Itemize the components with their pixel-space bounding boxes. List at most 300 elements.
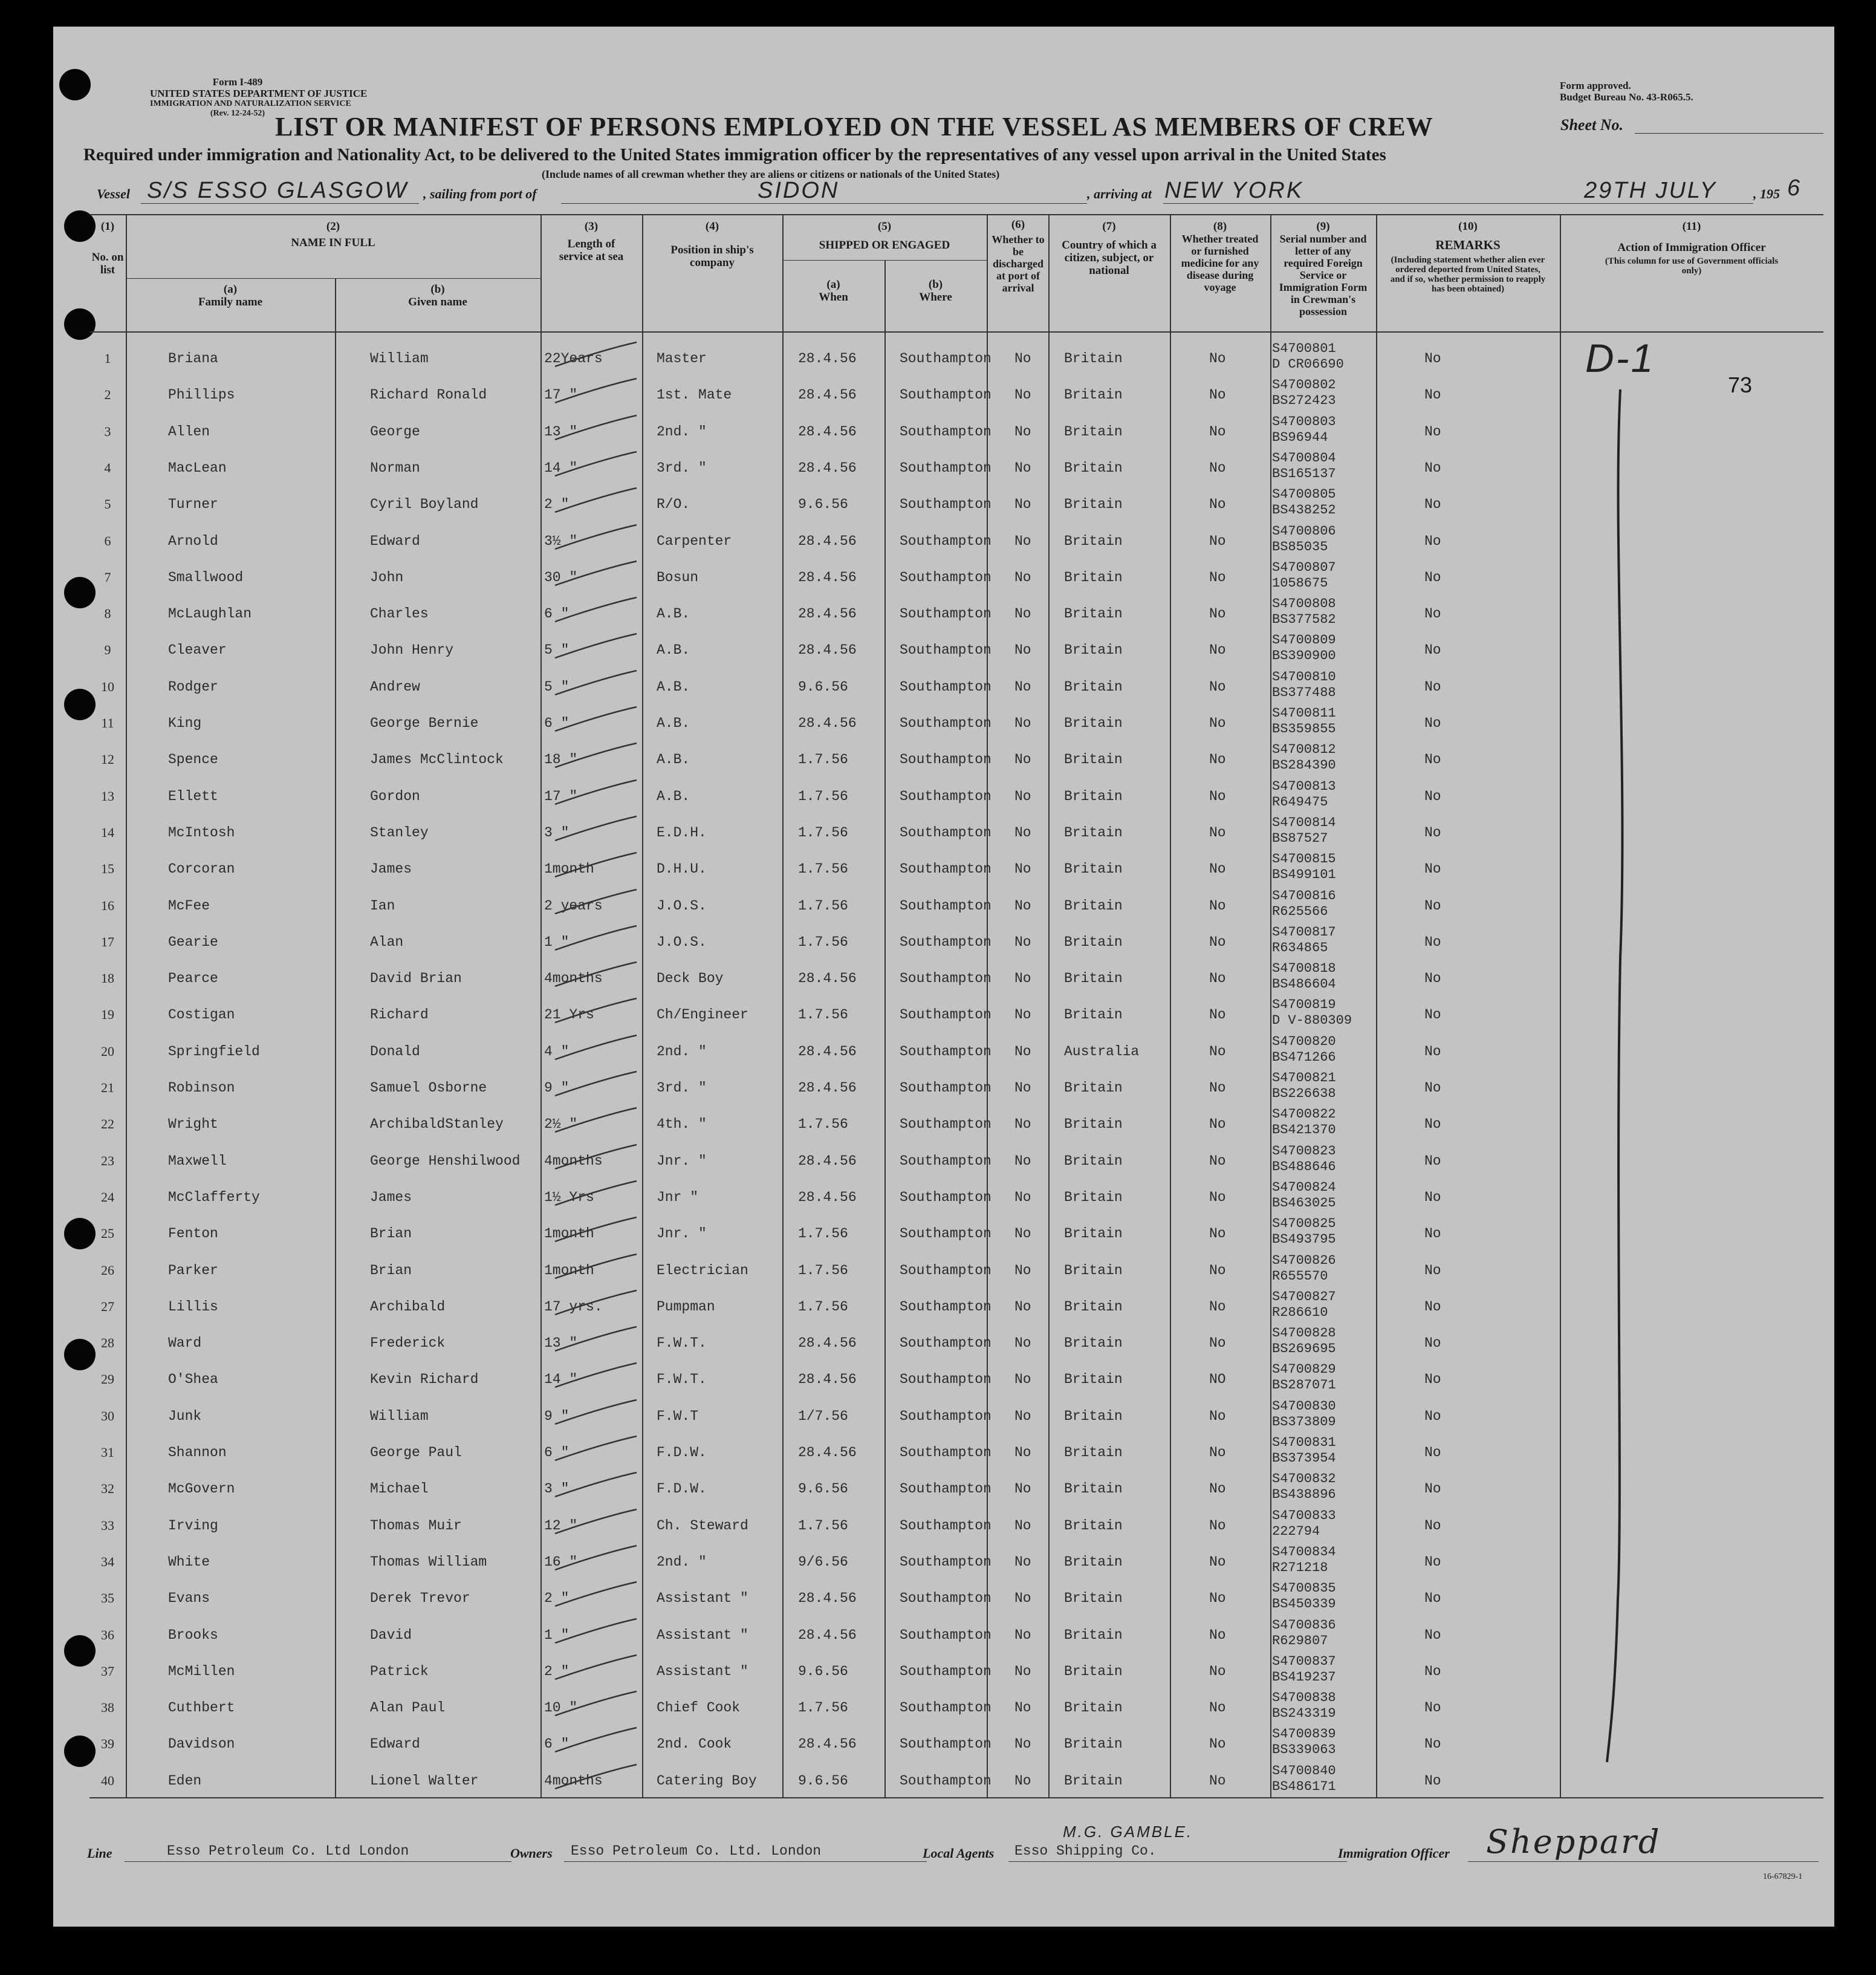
- cell-treated: No: [1209, 1263, 1226, 1278]
- cell-number: 39: [101, 1736, 114, 1751]
- cell-discharged: No: [1014, 1590, 1031, 1606]
- cell-position: Master: [657, 351, 707, 366]
- form-revision: (Rev. 12-24-52): [210, 109, 265, 118]
- cell-when: 9.6.56: [798, 1481, 848, 1497]
- approval-line: Form approved.: [1560, 80, 1631, 91]
- cell-given-name: Stanley: [370, 825, 429, 841]
- cell-country: Britain: [1064, 971, 1123, 986]
- cell-when: 9.6.56: [798, 496, 848, 512]
- cell-treated: No: [1209, 1700, 1226, 1716]
- cell-family-name: Cleaver: [168, 642, 227, 658]
- cell-position: J.O.S.: [657, 934, 707, 950]
- cell-service: 1½ Yrs: [544, 1189, 594, 1205]
- page-number: 73: [1728, 373, 1753, 397]
- vessel-label: Vessel: [97, 186, 130, 201]
- cell-treated: No: [1209, 679, 1226, 695]
- cell-serial: S4700806: [1272, 524, 1336, 539]
- cell-discharged: No: [1014, 606, 1031, 622]
- cell-country: Britain: [1064, 1263, 1123, 1278]
- cell-position: Ch/Engineer: [657, 1007, 748, 1023]
- header-col1: (1) No. on list: [89, 220, 126, 276]
- cell-treated: No: [1209, 424, 1226, 440]
- cell-serial-secondary: BS272423: [1272, 393, 1336, 408]
- cell-position: 3rd. ": [657, 1080, 707, 1096]
- cell-when: 1.7.56: [798, 934, 848, 950]
- cell-position: A.B.: [657, 606, 690, 622]
- cell-family-name: Cuthbert: [168, 1700, 235, 1716]
- cell-service: 3½ ": [544, 533, 578, 549]
- cell-serial: S4700802: [1272, 377, 1336, 392]
- cell-serial-secondary: BS87527: [1272, 831, 1328, 846]
- cell-service: 14 ": [544, 1371, 578, 1387]
- tick-mark: [549, 1324, 640, 1355]
- cell-service: 1 ": [544, 1627, 570, 1643]
- line-value: Esso Petroleum Co. Ltd London: [167, 1843, 409, 1859]
- tick-mark: [549, 923, 640, 954]
- cell-serial: S4700830: [1272, 1399, 1336, 1414]
- cell-given-name: Richard: [370, 1007, 429, 1023]
- cell-treated: No: [1209, 934, 1226, 950]
- cell-family-name: Lillis: [168, 1299, 218, 1315]
- cell-given-name: Richard Ronald: [370, 387, 487, 403]
- cell-treated: No: [1209, 1116, 1226, 1132]
- cell-serial-secondary: BS486171: [1272, 1779, 1336, 1794]
- cell-country: Britain: [1064, 606, 1123, 622]
- cell-treated: No: [1209, 971, 1226, 986]
- cell-given-name: Norman: [370, 460, 420, 476]
- cell-service: 21 Yrs: [544, 1007, 594, 1023]
- cell-position: F.D.W.: [657, 1481, 707, 1497]
- cell-given-name: George Bernie: [370, 715, 479, 731]
- cell-serial: S4700805: [1272, 487, 1336, 502]
- cell-remarks: No: [1424, 1627, 1441, 1643]
- cell-position: Deck Boy: [657, 971, 724, 986]
- cell-treated: No: [1209, 1736, 1226, 1752]
- cell-serial-secondary: R271218: [1272, 1560, 1328, 1575]
- cell-treated: No: [1209, 496, 1226, 512]
- cell-number: 38: [101, 1700, 114, 1715]
- officer-signature: Sheppard: [1486, 1823, 1661, 1861]
- cell-when: 28.4.56: [798, 1044, 857, 1059]
- cell-given-name: Frederick: [370, 1335, 446, 1351]
- cell-where: Southampton: [900, 861, 992, 877]
- cell-serial-secondary: BS493795: [1272, 1232, 1336, 1247]
- cell-family-name: Evans: [168, 1590, 210, 1606]
- cell-where: Southampton: [900, 1773, 992, 1789]
- cell-position: A.B.: [657, 752, 690, 767]
- cell-discharged: No: [1014, 1335, 1031, 1351]
- cell-family-name: Ward: [168, 1335, 202, 1351]
- cell-family-name: McClafferty: [168, 1189, 260, 1205]
- header-when: (a) When: [819, 278, 848, 304]
- cell-treated: No: [1209, 1554, 1226, 1570]
- cell-given-name: Michael: [370, 1481, 429, 1497]
- cell-serial-secondary: R286610: [1272, 1305, 1328, 1320]
- cell-treated: No: [1209, 1189, 1226, 1205]
- cell-treated: No: [1209, 898, 1226, 914]
- tick-mark: [549, 1361, 640, 1391]
- cell-serial: S4700820: [1272, 1034, 1336, 1049]
- cell-treated: No: [1209, 861, 1226, 877]
- cell-given-name: George: [370, 424, 420, 440]
- cell-where: Southampton: [900, 1736, 992, 1752]
- form-code: 16-67829-1: [1763, 1872, 1803, 1881]
- cell-position: Bosun: [657, 570, 699, 585]
- cell-service: 9 ": [544, 1408, 570, 1424]
- cell-number: 1: [104, 351, 111, 366]
- cell-number: 24: [101, 1189, 114, 1205]
- cell-where: Southampton: [900, 1189, 992, 1205]
- cell-serial-secondary: BS373809: [1272, 1414, 1336, 1430]
- tick-mark: [549, 1616, 640, 1647]
- cell-serial-secondary: BS486604: [1272, 977, 1336, 992]
- tick-mark: [549, 814, 640, 844]
- cell-where: Southampton: [900, 752, 992, 767]
- cell-service: 5 ": [544, 642, 570, 658]
- cell-position: Ch. Steward: [657, 1518, 748, 1534]
- cell-family-name: McMillen: [168, 1664, 235, 1679]
- cell-where: Southampton: [900, 679, 992, 695]
- cell-position: A.B.: [657, 789, 690, 804]
- cell-serial-secondary: BS438252: [1272, 503, 1336, 518]
- cell-serial-secondary: BS85035: [1272, 539, 1328, 555]
- cell-serial-secondary: BS243319: [1272, 1706, 1336, 1721]
- cell-number: 18: [101, 971, 114, 986]
- tick-mark: [549, 1179, 640, 1209]
- cell-family-name: McGovern: [168, 1481, 235, 1497]
- tick-mark: [549, 1653, 640, 1683]
- cell-remarks: No: [1424, 496, 1441, 512]
- cell-remarks: No: [1424, 1664, 1441, 1679]
- cell-given-name: Alan: [370, 934, 404, 950]
- cell-family-name: Fenton: [168, 1226, 218, 1241]
- cell-given-name: Andrew: [370, 679, 420, 695]
- cell-remarks: No: [1424, 1736, 1441, 1752]
- cell-when: 1.7.56: [798, 1116, 848, 1132]
- cell-number: 20: [101, 1044, 114, 1059]
- cell-when: 28.4.56: [798, 1153, 857, 1169]
- cell-position: 2nd. ": [657, 1554, 707, 1570]
- cell-when: 1.7.56: [798, 1263, 848, 1278]
- cell-when: 28.4.56: [798, 971, 857, 986]
- cell-number: 2: [104, 387, 111, 402]
- cell-country: Britain: [1064, 898, 1123, 914]
- cell-family-name: Robinson: [168, 1080, 235, 1096]
- cell-service: 2 ": [544, 1664, 570, 1679]
- cell-discharged: No: [1014, 351, 1031, 366]
- cell-serial-secondary: BS499101: [1272, 867, 1336, 882]
- cell-number: 29: [101, 1371, 114, 1387]
- cell-given-name: James: [370, 861, 412, 877]
- tick-mark: [549, 1397, 640, 1428]
- cell-given-name: Brian: [370, 1226, 412, 1241]
- cell-serial-secondary: BS421370: [1272, 1122, 1336, 1137]
- header-col3: (3) Length of service at sea: [540, 220, 642, 263]
- cell-serial: S4700823: [1272, 1144, 1336, 1159]
- cell-number: 30: [101, 1408, 114, 1423]
- cell-treated: No: [1209, 1664, 1226, 1679]
- cell-given-name: Samuel Osborne: [370, 1080, 487, 1096]
- cell-service: 17 ": [544, 387, 578, 403]
- cell-number: 3: [104, 424, 111, 439]
- cell-family-name: Briana: [168, 351, 218, 366]
- header-family-name: (a) Family name: [198, 283, 263, 308]
- cell-serial: S4700833: [1272, 1508, 1336, 1523]
- cell-remarks: No: [1424, 1773, 1441, 1789]
- cell-remarks: No: [1424, 1554, 1441, 1570]
- cell-discharged: No: [1014, 971, 1031, 986]
- cell-serial-secondary: BS339063: [1272, 1742, 1336, 1757]
- cell-number: 15: [101, 861, 114, 876]
- cell-family-name: White: [168, 1554, 210, 1570]
- cell-remarks: No: [1424, 351, 1441, 366]
- cell-country: Britain: [1064, 387, 1123, 403]
- header-col10: (10) REMARKS (Including statement whether alien ever ordered deported from United States, and if so, whether permission to reapply has been obtained): [1376, 220, 1560, 294]
- cell-serial: S4700829: [1272, 1362, 1336, 1377]
- cell-given-name: Kevin Richard: [370, 1371, 479, 1387]
- cell-given-name: Archibald: [370, 1299, 446, 1315]
- cell-discharged: No: [1014, 1445, 1031, 1460]
- cell-when: 28.4.56: [798, 1371, 857, 1387]
- cell-discharged: No: [1014, 825, 1031, 841]
- cell-where: Southampton: [900, 1080, 992, 1096]
- agent-handwritten: M.G. GAMBLE.: [1063, 1823, 1193, 1841]
- cell-serial: S4700803: [1272, 414, 1336, 429]
- cell-number: 7: [104, 570, 111, 585]
- cell-family-name: Turner: [168, 496, 218, 512]
- cell-position: E.D.H.: [657, 825, 707, 841]
- cell-where: Southampton: [900, 1335, 992, 1351]
- department: UNITED STATES DEPARTMENT OF JUSTICE: [150, 88, 368, 99]
- cell-remarks: No: [1424, 1153, 1441, 1169]
- cell-service: 5 ": [544, 679, 570, 695]
- cell-serial-secondary: R649475: [1272, 795, 1328, 810]
- cell-when: 9/6.56: [798, 1554, 848, 1570]
- cell-where: Southampton: [900, 1554, 992, 1570]
- cell-serial: S4700811: [1272, 706, 1336, 721]
- cell-given-name: Edward: [370, 533, 420, 549]
- tick-mark: [549, 778, 640, 808]
- tick-mark: [549, 1470, 640, 1500]
- arriving-label: , arriving at: [1087, 186, 1152, 201]
- cell-where: Southampton: [900, 1627, 992, 1643]
- cell-serial-secondary: BS165137: [1272, 466, 1336, 481]
- cell-when: 1/7.56: [798, 1408, 848, 1424]
- cell-service: 4months: [544, 1153, 603, 1169]
- cell-service: 17 ": [544, 789, 578, 804]
- cell-given-name: ArchibaldStanley: [370, 1116, 504, 1132]
- cell-where: Southampton: [900, 898, 992, 914]
- cell-country: Britain: [1064, 825, 1123, 841]
- cell-remarks: No: [1424, 1408, 1441, 1424]
- cell-where: Southampton: [900, 971, 992, 986]
- cell-discharged: No: [1014, 1116, 1031, 1132]
- cell-country: Britain: [1064, 789, 1123, 804]
- tick-mark: [549, 376, 640, 406]
- cell-discharged: No: [1014, 1080, 1031, 1096]
- cell-when: 1.7.56: [798, 861, 848, 877]
- cell-where: Southampton: [900, 1408, 992, 1424]
- cell-treated: No: [1209, 460, 1226, 476]
- cell-given-name: Charles: [370, 606, 429, 622]
- cell-country: Britain: [1064, 1116, 1123, 1132]
- header-col2: (2) NAME IN FULL: [126, 220, 540, 249]
- tick-mark: [549, 486, 640, 516]
- cell-position: 4th. ": [657, 1116, 707, 1132]
- cell-when: 28.4.56: [798, 715, 857, 731]
- cell-family-name: Pearce: [168, 971, 218, 986]
- cell-number: 37: [101, 1664, 114, 1679]
- cell-serial: S4700837: [1272, 1654, 1336, 1669]
- cell-family-name: Rodger: [168, 679, 218, 695]
- tick-mark: [549, 449, 640, 480]
- cell-family-name: Smallwood: [168, 570, 244, 585]
- cell-where: Southampton: [900, 934, 992, 950]
- cell-number: 8: [104, 606, 111, 621]
- cell-serial-secondary: BS373954: [1272, 1451, 1336, 1466]
- tick-mark: [549, 595, 640, 625]
- cell-position: Assistant ": [657, 1590, 748, 1606]
- cell-discharged: No: [1014, 1627, 1031, 1643]
- cell-serial: S4700831: [1272, 1435, 1336, 1450]
- approval-block: [1560, 80, 1693, 103]
- cell-discharged: No: [1014, 1044, 1031, 1059]
- arriving-port: NEW YORK: [1164, 178, 1304, 203]
- cell-where: Southampton: [900, 1371, 992, 1387]
- cell-number: 22: [101, 1116, 114, 1131]
- cell-serial: S4700821: [1272, 1070, 1336, 1085]
- sailing-label: , sailing from port of: [423, 186, 537, 201]
- cell-when: 28.4.56: [798, 351, 857, 366]
- cell-position: Jnr. ": [657, 1226, 707, 1241]
- cell-when: 9.6.56: [798, 1773, 848, 1789]
- cell-serial: S4700838: [1272, 1690, 1336, 1705]
- cell-family-name: McFee: [168, 898, 210, 914]
- cell-number: 5: [104, 496, 111, 512]
- cell-serial-secondary: BS450339: [1272, 1596, 1336, 1612]
- cell-number: 33: [101, 1518, 114, 1533]
- cell-service: 9 ": [544, 1080, 570, 1096]
- cell-when: 1.7.56: [798, 1226, 848, 1241]
- tick-mark: [549, 1507, 640, 1537]
- cell-serial: S4700835: [1272, 1581, 1336, 1596]
- cell-where: Southampton: [900, 825, 992, 841]
- cell-discharged: No: [1014, 496, 1031, 512]
- tick-mark: [549, 559, 640, 589]
- cell-remarks: No: [1424, 971, 1441, 986]
- cell-country: Britain: [1064, 679, 1123, 695]
- cell-family-name: Wright: [168, 1116, 218, 1132]
- tick-mark: [549, 340, 640, 370]
- cell-where: Southampton: [900, 642, 992, 658]
- cell-serial-secondary: BS377582: [1272, 612, 1336, 627]
- cell-country: Britain: [1064, 1153, 1123, 1169]
- cell-remarks: No: [1424, 1518, 1441, 1534]
- header-discharged: Whether to be discharged at port of arrival: [992, 233, 1045, 294]
- cell-service: 10 ": [544, 1700, 578, 1716]
- cell-serial: S4700827: [1272, 1289, 1336, 1304]
- header-length-of-service: Length of service at sea: [559, 238, 624, 263]
- cell-discharged: No: [1014, 1226, 1031, 1241]
- cell-treated: No: [1209, 1590, 1226, 1606]
- cell-serial-secondary: BS471266: [1272, 1050, 1336, 1065]
- cell-serial: S4700840: [1272, 1763, 1336, 1778]
- cell-where: Southampton: [900, 1481, 992, 1497]
- cell-treated: No: [1209, 1773, 1226, 1789]
- cell-country: Britain: [1064, 934, 1123, 950]
- cell-serial-secondary: R634865: [1272, 940, 1328, 955]
- cell-service: 16 ": [544, 1554, 578, 1570]
- cell-family-name: Spence: [168, 752, 218, 767]
- cell-where: Southampton: [900, 496, 992, 512]
- cell-discharged: No: [1014, 460, 1031, 476]
- cell-remarks: No: [1424, 424, 1441, 440]
- cell-country: Britain: [1064, 861, 1123, 877]
- cell-given-name: Thomas William: [370, 1554, 487, 1570]
- cell-number: 25: [101, 1226, 114, 1241]
- cell-where: Southampton: [900, 789, 992, 804]
- cell-when: 28.4.56: [798, 1590, 857, 1606]
- cell-given-name: Cyril Boyland: [370, 496, 479, 512]
- cell-discharged: No: [1014, 1664, 1031, 1679]
- cell-country: Britain: [1064, 1700, 1123, 1716]
- cell-service: 1month: [544, 1263, 594, 1278]
- cell-serial-secondary: BS269695: [1272, 1341, 1336, 1356]
- cell-when: 28.4.56: [798, 460, 857, 476]
- header-treated: Whether treated or furnished medicine for any disease during voyage: [1181, 233, 1259, 293]
- cell-where: Southampton: [900, 387, 992, 403]
- vessel-name: S/S ESSO GLASGOW: [147, 178, 409, 203]
- header-col8: (8) Whether treated or furnished medicine for any disease during voyage: [1170, 220, 1270, 293]
- cell-serial: S4700804: [1272, 451, 1336, 466]
- cell-position: R/O.: [657, 496, 690, 512]
- cell-service: 17 yrs.: [544, 1299, 603, 1315]
- cell-family-name: Irving: [168, 1518, 218, 1534]
- cell-where: Southampton: [900, 1590, 992, 1606]
- cell-position: 2nd. Cook: [657, 1736, 732, 1752]
- header-position: Position in ship's company: [670, 244, 754, 269]
- cell-position: A.B.: [657, 715, 690, 731]
- cell-serial-secondary: BS377488: [1272, 685, 1336, 700]
- cell-when: 28.4.56: [798, 606, 857, 622]
- cell-given-name: David Brian: [370, 971, 462, 986]
- cell-treated: No: [1209, 1481, 1226, 1497]
- cell-given-name: Donald: [370, 1044, 420, 1059]
- cell-discharged: No: [1014, 1554, 1031, 1570]
- cell-serial-secondary: D V-880309: [1272, 1013, 1352, 1028]
- cell-given-name: Patrick: [370, 1664, 429, 1679]
- cell-discharged: No: [1014, 934, 1031, 950]
- cell-serial-secondary: 1058675: [1272, 576, 1328, 591]
- owners-label: Owners: [510, 1846, 553, 1861]
- cell-position: Jnr. ": [657, 1153, 707, 1169]
- tick-mark: [549, 996, 640, 1026]
- cell-country: Britain: [1064, 1481, 1123, 1497]
- cell-number: 12: [101, 752, 114, 767]
- cell-remarks: No: [1424, 387, 1441, 403]
- cell-serial-secondary: BS284390: [1272, 758, 1336, 773]
- cell-country: Britain: [1064, 1736, 1123, 1752]
- cell-country: Britain: [1064, 1773, 1123, 1789]
- cell-discharged: No: [1014, 1189, 1031, 1205]
- cell-discharged: No: [1014, 424, 1031, 440]
- cell-remarks: No: [1424, 606, 1441, 622]
- tick-mark: [549, 960, 640, 990]
- cell-given-name: Edward: [370, 1736, 420, 1752]
- cell-country: Britain: [1064, 715, 1123, 731]
- cell-serial: S4700839: [1272, 1726, 1336, 1742]
- cell-remarks: No: [1424, 1189, 1441, 1205]
